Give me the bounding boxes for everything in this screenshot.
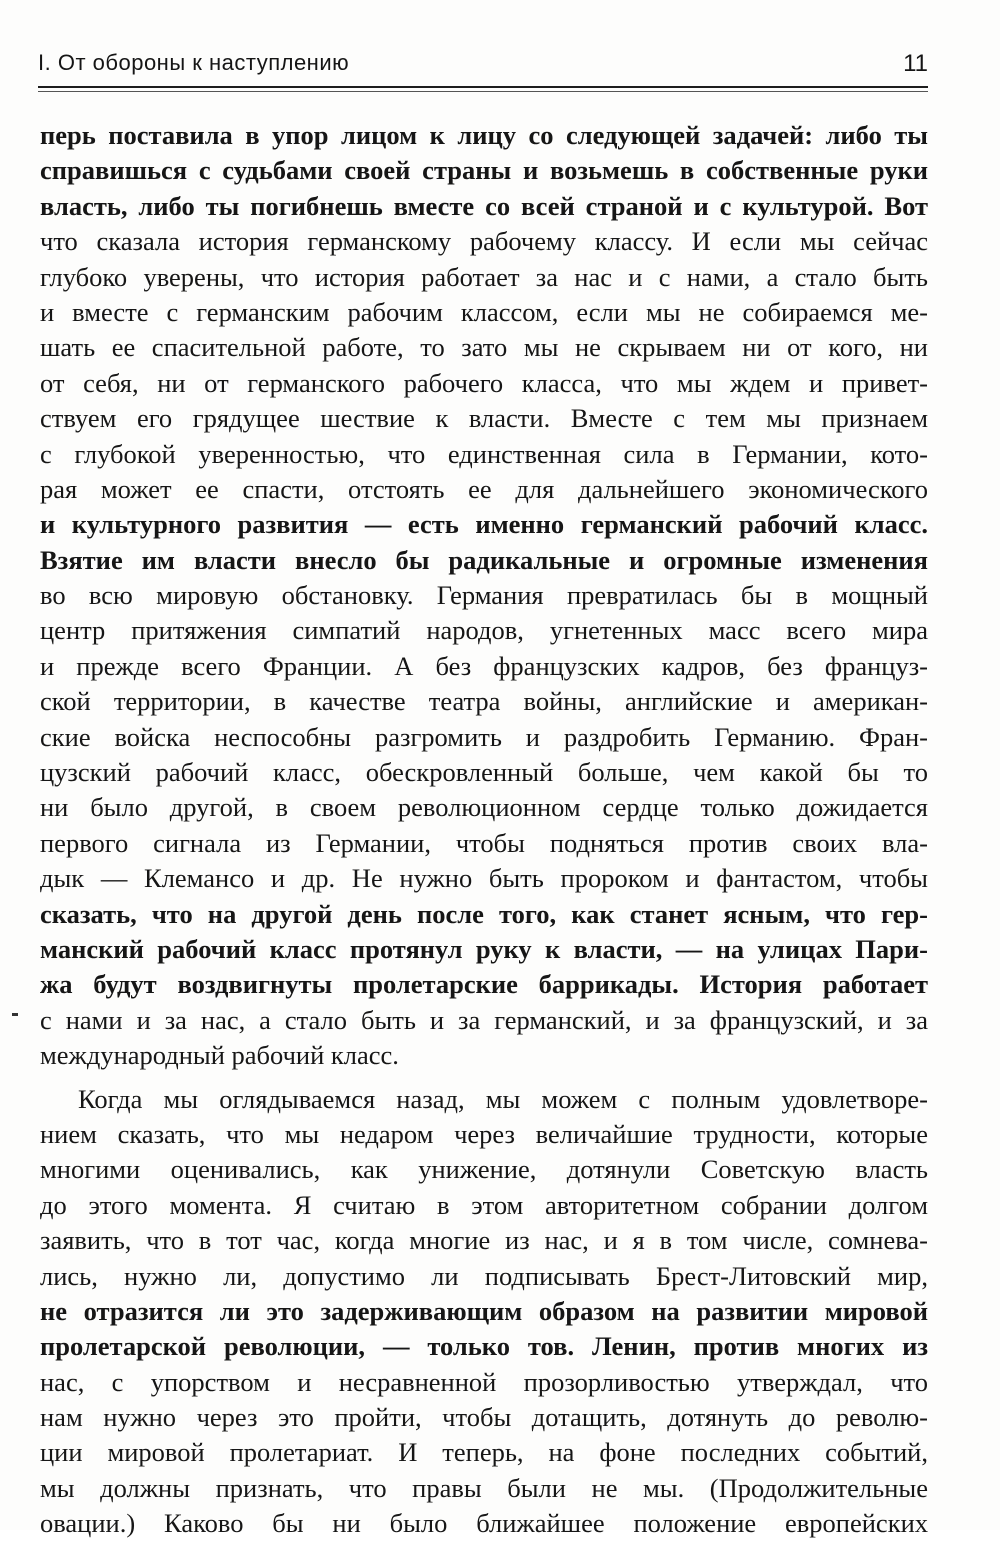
text-line: ской территории, в качестве театра войны, английские и американ- — [40, 686, 928, 717]
text-line: манский рабочий класс протянул руку к власти, — на улицах Пари- — [40, 933, 928, 964]
text-line: мы должны признать, что правы были не мы. (Продолжительные — [40, 1472, 928, 1503]
text-line: перь поставила в упор лицом к лицу со следующей задачей: либо ты — [40, 120, 928, 150]
paragraph-2 — [40, 1082, 928, 1542]
text-line: ствуем его грядущее шествие к власти. Вместе с тем мы признаем — [40, 403, 928, 434]
text-line: во всю мировую обстановку. Германия превратилась бы в мощный — [40, 580, 928, 611]
text-line: справишься с судьбами своей страны и возьмешь в собственные руки — [40, 155, 928, 186]
text-line: с глубокой уверенностью, что единственная сила в Германии, кото- — [40, 438, 928, 469]
page-number: 11 — [903, 50, 928, 77]
chapter-title: I. От обороны к наступлению — [38, 50, 350, 75]
text-line: заявить, что в тот час, когда многие из нас, и я в том числе, сомнева- — [40, 1225, 928, 1256]
text-line: жа будут воздвигнуты пролетарские баррикады. История работает — [40, 969, 928, 1000]
text-line: шать ее спасительной работе, то зато мы не скрываем ни от кого, ни — [40, 332, 928, 363]
text-line: нием сказать, что мы недаром через величайшие трудности, которые — [40, 1118, 928, 1149]
text-line: и вместе с германским рабочим классом, если мы не собираемся ме- — [40, 296, 928, 327]
text-line: с нами и за нас, а стало быть и за германский, и за французский, и за — [40, 1004, 928, 1035]
text-line: международный рабочий класс. — [40, 1040, 399, 1071]
text-line: Взятие им власти внесло бы радикальные и огромные изменения — [40, 544, 928, 575]
text-line: рая может ее спасти, отстоять ее для дальнейшего экономического — [40, 473, 928, 504]
text-line: глубоко уверены, что история работает за нас и с нами, а стало быть — [40, 261, 928, 292]
text-line: не отразится ли это задерживающим образом на развитии мировой — [40, 1295, 928, 1326]
running-header — [38, 50, 928, 90]
text-line: сказать, что на другой день после того, как станет ясным, что гер- — [40, 898, 928, 929]
text-line: что сказала история германскому рабочему классу. И если мы сейчас — [40, 226, 928, 257]
text-line: лись, нужно ли, допустимо ли подписывать Брест-Литовский мир, — [40, 1260, 928, 1291]
text-line: от себя, ни от германского рабочего класса, что мы ждем и привет- — [40, 367, 928, 398]
text-line: ции мировой пролетариат. И теперь, на фоне последних событий, — [40, 1437, 928, 1468]
text-line: нас, с упорством и несравненной прозорливостью утверждал, что — [40, 1366, 928, 1397]
text-line: Когда мы оглядываемся назад, мы можем с полным удовлетворе- — [78, 1083, 928, 1114]
text-line: первого сигнала из Германии, чтобы подняться против своих вла- — [40, 827, 928, 858]
text-line: до этого момента. Я считаю в этом авторитетном собрании долгом — [40, 1189, 928, 1220]
text-line: центр притяжения симпатий народов, угнетенных масс всего мира — [40, 615, 928, 646]
paragraph-1 — [40, 118, 928, 1074]
header-rule — [38, 86, 928, 88]
text-line: цузский рабочий класс, обескровленный больше, чем какой бы то — [40, 757, 928, 788]
header-rule-secondary — [38, 91, 928, 92]
paragraph-gap — [40, 1074, 928, 1082]
text-line: ни было другой, в своем революционном сердце только дожидается — [40, 792, 928, 823]
text-line: и прежде всего Франции. А без французских кадров, без француз- — [40, 650, 928, 681]
margin-mark — [12, 1013, 18, 1016]
text-line: дык — Клемансо и др. Не нужно быть пророком и фантастом, чтобы — [40, 863, 928, 894]
text-line: ские войска неспособны разгромить и раздробить Германию. Фран- — [40, 721, 928, 752]
body-text — [40, 118, 928, 1542]
text-line: нам нужно через это пройти, чтобы дотащить, дотянуть до револю- — [40, 1402, 928, 1433]
text-line: и культурного развития — есть именно германский рабочий класс. — [40, 509, 928, 540]
text-line: многими оценивались, как унижение, дотянули Советскую власть — [40, 1154, 928, 1185]
text-line: власть, либо ты погибнешь вместе со всей страной и с культурой. Вот — [40, 190, 928, 221]
text-line: овации.) Каково бы ни было ближайшее положение европейских — [40, 1508, 928, 1539]
text-line: пролетарской революции, — только тов. Ленин, против многих из — [40, 1331, 928, 1362]
